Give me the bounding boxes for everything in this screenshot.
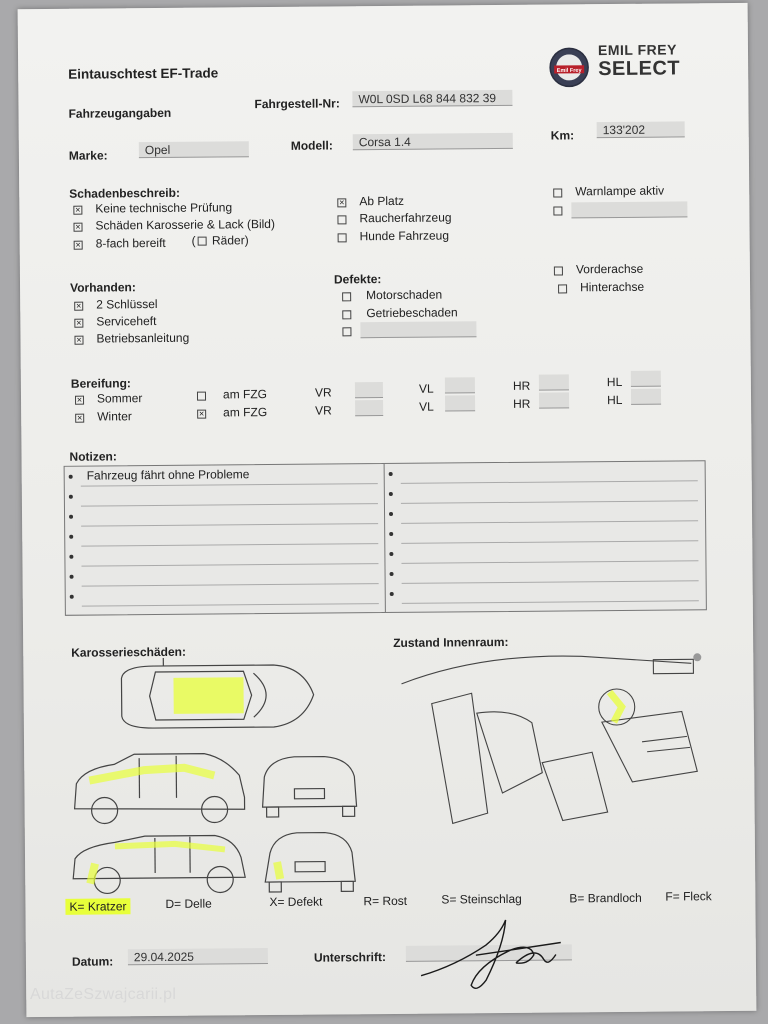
legend-fleck: F= Fleck <box>665 889 712 904</box>
interior-diagram <box>391 651 705 834</box>
vin-label: Fahrgestell-Nr: <box>254 96 340 112</box>
damage-highlight-roof <box>173 677 243 714</box>
note-line[interactable] <box>401 541 698 564</box>
winter-hl-field[interactable] <box>631 389 661 405</box>
summer-vl-field[interactable] <box>445 377 475 393</box>
form-title: Eintauschtest EF-Trade <box>68 65 219 82</box>
note-line[interactable] <box>401 481 698 504</box>
winter-hr-field[interactable] <box>539 392 569 408</box>
date-label: Datum: <box>71 954 114 969</box>
notes-heading: Notizen: <box>69 449 117 464</box>
summer-hr-field[interactable] <box>539 374 569 390</box>
note-line[interactable] <box>82 584 379 607</box>
model-field[interactable]: Corsa 1.4 <box>353 133 513 150</box>
note-line[interactable] <box>81 524 378 547</box>
checkbox-gearbox-damage[interactable] <box>342 310 351 319</box>
checkbox-warning-lamp[interactable] <box>553 188 562 197</box>
signature-label: Unterschrift: <box>313 950 386 965</box>
label-body-damage: Schäden Karosserie & Lack (Bild) <box>95 216 275 233</box>
winter-vr-field[interactable] <box>355 400 383 416</box>
label-gearbox-damage: Getriebeschaden <box>366 305 458 321</box>
label-winter-on-car: am FZG <box>223 405 268 420</box>
note-line[interactable]: Fahrzeug fährt ohne Probleme <box>81 464 378 487</box>
legend-steinschlag: S= Steinschlag <box>441 891 522 907</box>
handwritten-signature <box>415 904 566 995</box>
label-8-tires: 8-fach bereift <box>95 235 166 251</box>
label-wheels: Räder <box>211 233 245 248</box>
date-field[interactable]: 29.04.2025 <box>128 948 268 965</box>
label-no-tech-check: Keine technische Prüfung <box>95 200 233 216</box>
vehicle-heading: Fahrzeugangaben <box>68 105 172 121</box>
make-field[interactable]: Opel <box>139 141 249 158</box>
label-front-axle: Vorderachse <box>575 261 644 277</box>
checkbox-2-keys[interactable]: × <box>76 300 82 311</box>
label-vl-1: VL <box>418 381 434 396</box>
notes-box <box>64 460 707 616</box>
label-winter: Winter <box>97 409 132 424</box>
label-hl-1: HL <box>606 374 623 390</box>
summer-hl-field[interactable] <box>631 371 661 387</box>
make-label: Marke: <box>68 148 108 163</box>
checkbox-rear-axle[interactable] <box>558 284 567 293</box>
label-vr-1: VR <box>314 385 332 400</box>
defects-heading: Defekte: <box>333 272 382 287</box>
label-engine-damage: Motorschaden <box>366 287 443 303</box>
checkbox-wheels[interactable] <box>198 237 207 246</box>
watermark: AutaZeSzwajcarii.pl <box>30 986 177 1003</box>
checkbox-8-tires[interactable]: × <box>75 239 81 250</box>
label-dog: Hunde Fahrzeug <box>359 228 450 244</box>
damage-heading: Schadenbeschreib: <box>69 185 180 201</box>
logo-badge-text: Emil Frey <box>556 67 582 75</box>
label-vr-2: VR <box>315 403 332 418</box>
notes-right-column <box>385 461 705 612</box>
legend-defekt: X= Defekt <box>269 894 323 910</box>
car-front-view <box>262 756 356 807</box>
legend-rost: R= Rost <box>363 893 408 909</box>
winter-vl-field[interactable] <box>445 395 475 411</box>
checkbox-front-axle[interactable] <box>554 266 563 275</box>
checkbox-body-damage[interactable]: × <box>75 221 81 232</box>
model-label: Modell: <box>290 138 333 153</box>
checkbox-summer-on-car[interactable] <box>197 392 206 401</box>
tires-heading: Bereifung: <box>70 376 131 391</box>
checkbox-other-damage[interactable] <box>553 206 562 215</box>
damage-highlight-steering <box>610 692 622 722</box>
label-hl-2: HL <box>606 392 623 408</box>
emil-frey-logo-icon <box>548 46 590 88</box>
form-sheet <box>18 3 757 1017</box>
note-line[interactable] <box>401 521 698 544</box>
checkbox-other-defect[interactable] <box>342 327 351 336</box>
damage-highlight-side-2 <box>115 843 225 850</box>
other-defect-field[interactable] <box>360 321 476 338</box>
checkbox-dog[interactable] <box>338 233 347 242</box>
label-rear-axle: Hinterachse <box>580 279 645 295</box>
label-warning-lamp: Warnlampe aktiv <box>575 183 665 199</box>
label-ab-platz: Ab Platz <box>359 193 405 209</box>
checkbox-winter[interactable]: × <box>76 412 83 423</box>
checkbox-manual[interactable]: × <box>76 334 82 345</box>
km-label: Km: <box>550 128 575 143</box>
brand-line2: SELECT <box>598 57 681 81</box>
note-line[interactable] <box>401 501 698 524</box>
other-damage-field[interactable] <box>571 201 687 218</box>
body-damage-heading: Karosserieschäden: <box>71 644 187 660</box>
legend-delle: D= Delle <box>165 896 212 911</box>
vin-field[interactable]: W0L 0SD L68 844 832 39 <box>352 90 512 107</box>
note-line[interactable] <box>401 561 698 584</box>
note-line[interactable] <box>401 461 698 484</box>
label-summer: Sommer <box>96 391 143 406</box>
label-vl-2: VL <box>419 399 434 414</box>
checkbox-summer[interactable]: × <box>76 394 83 405</box>
brand-line1: EMIL FREY <box>597 41 677 59</box>
note-line[interactable] <box>81 484 378 507</box>
label-hr-2: HR <box>513 396 531 411</box>
legend-kratzer: K= Kratzer <box>65 898 130 915</box>
checkbox-smoker[interactable] <box>337 215 346 224</box>
checkbox-ab-platz[interactable]: × <box>339 197 345 208</box>
note-line[interactable] <box>81 544 378 567</box>
note-line[interactable] <box>81 504 378 527</box>
checkbox-winter-on-car[interactable]: × <box>198 408 205 419</box>
damage-highlight-rear <box>277 862 280 879</box>
label-smoker: Raucherfahrzeug <box>359 210 452 226</box>
notes-left-column <box>65 464 385 615</box>
damage-highlight-rear-wheel <box>90 864 95 884</box>
label-summer-on-car: am FZG <box>222 387 268 402</box>
interior-heading: Zustand Innenraum: <box>393 634 509 650</box>
label-2-keys: 2 Schlüssel <box>96 296 158 312</box>
checkbox-service-book[interactable]: × <box>76 317 82 328</box>
checkbox-no-tech-check[interactable]: × <box>75 204 81 215</box>
label-manual: Betriebsanleitung <box>96 330 190 346</box>
damage-highlight-side-1 <box>89 768 214 781</box>
label-service-book: Serviceheft <box>96 314 157 329</box>
note-line[interactable] <box>402 581 699 604</box>
note-line[interactable] <box>81 564 378 587</box>
legend-brandloch: B= Brandloch <box>569 890 642 906</box>
km-field[interactable]: 133'202 <box>597 121 685 138</box>
summer-vr-field[interactable] <box>355 382 383 398</box>
label-hr-1: HR <box>512 378 531 393</box>
available-heading: Vorhanden: <box>69 280 136 295</box>
checkbox-engine-damage[interactable] <box>342 292 351 301</box>
wheels-option: ( Räder) <box>191 233 249 248</box>
front-seat-outline <box>542 752 608 821</box>
car-damage-diagram <box>63 656 365 909</box>
